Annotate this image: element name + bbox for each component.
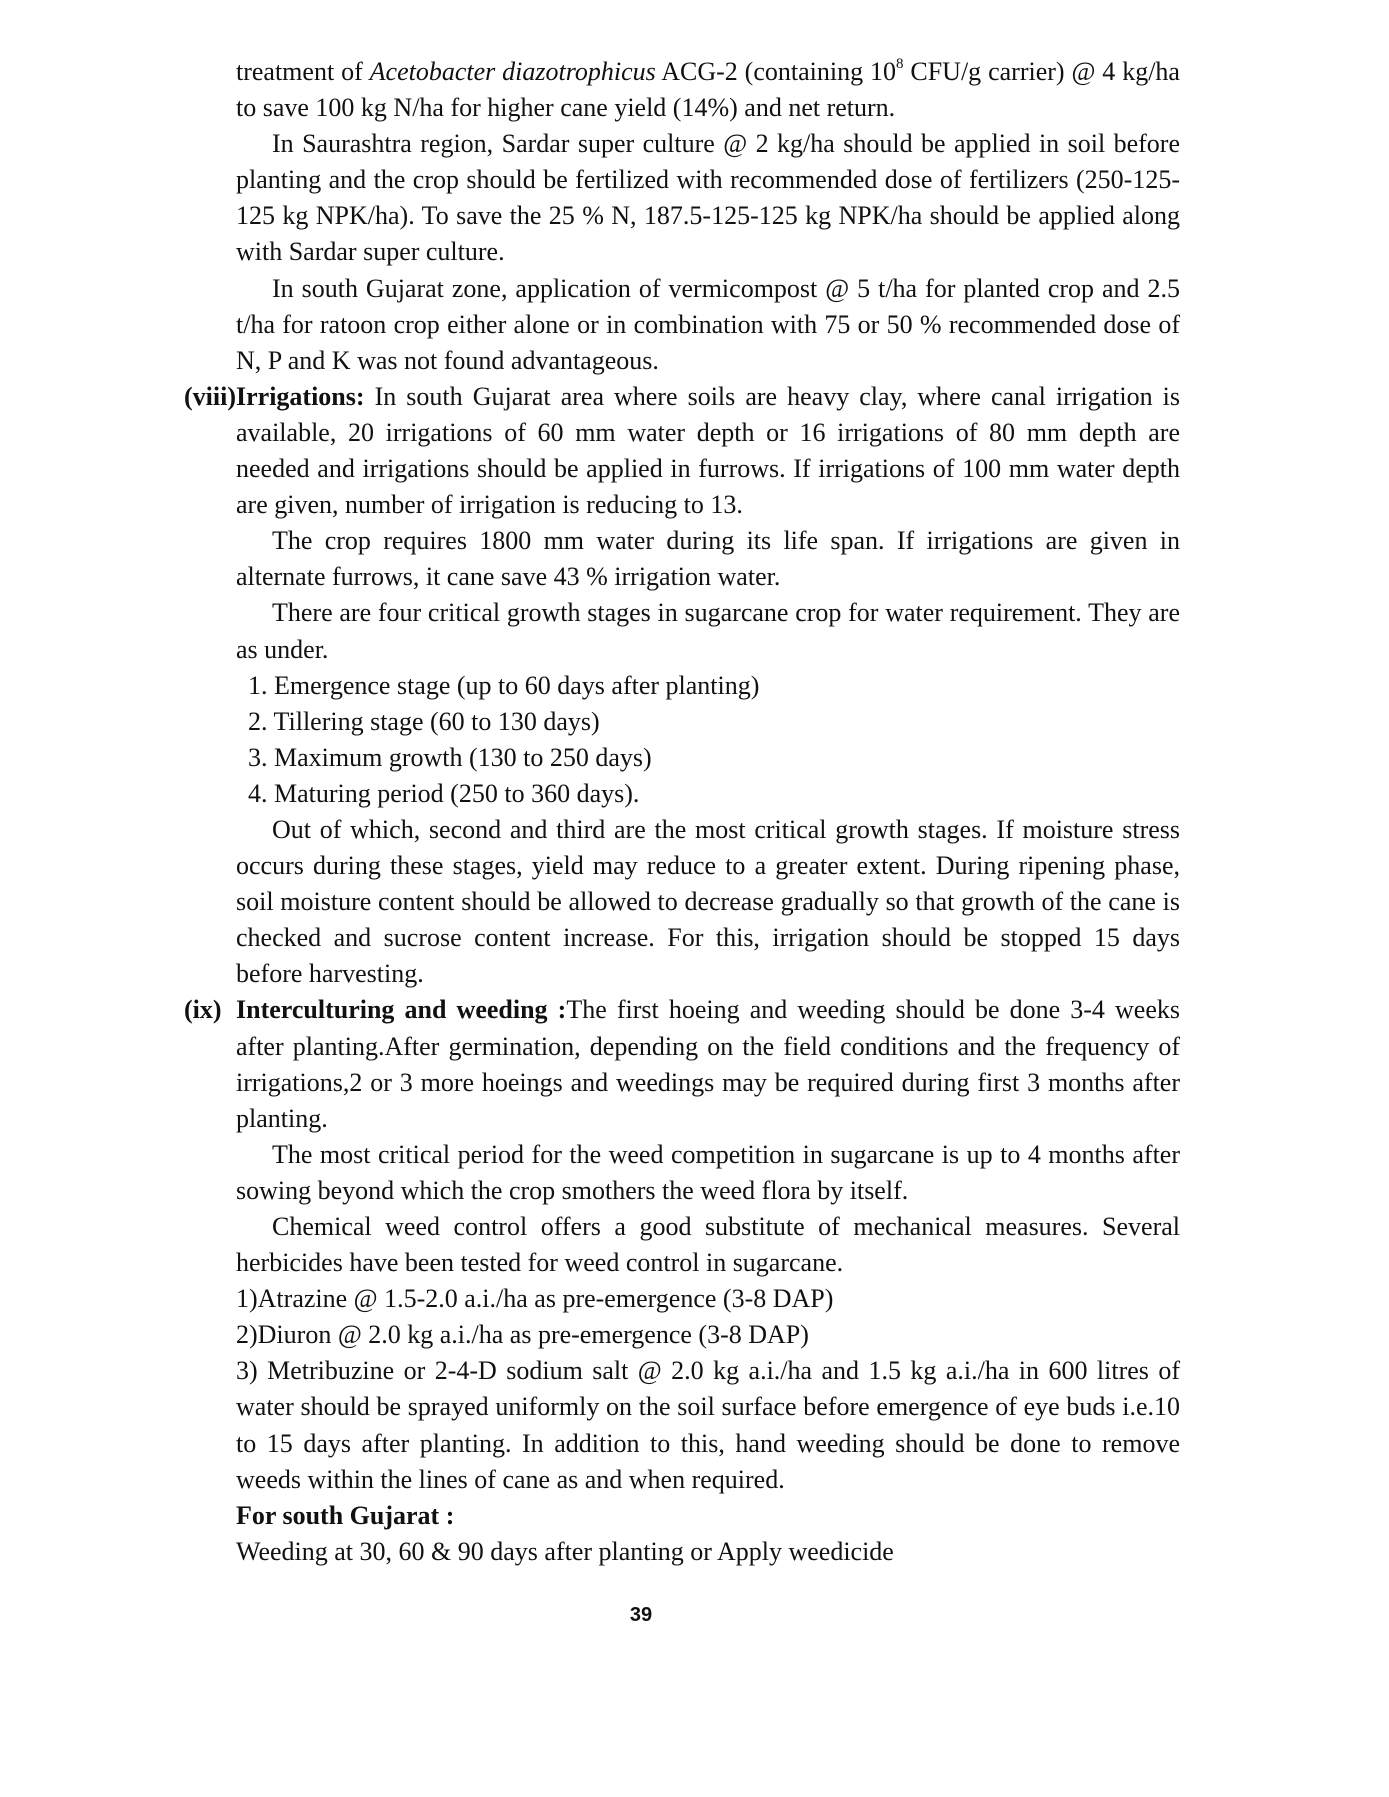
page-body [184,54,1180,1570]
paragraph-critical-stages: Out of which, second and third are the most critical growth stages. If moisture stress occurs during these stages, yield may reduce to a greater extent. During ripening phase, soil moisture content should be allowed to decrease gradually so that growth of the cane is checked and sucrose content increase. For this, irrigation should be stopped 15 days before harvesting. [236,814,1180,989]
paragraph-irrigations: Irrigations: In south Gujarat area where soils are heavy clay, where canal irrigation is available, 20 irrigations of 60 mm water depth or 16 irrigations of 80 mm depth are needed and irrigations should be applied in furrows. If irrigations of 100 mm water depth are given, number of irrigation is reducing to 13. [236,381,1180,520]
list-item: 3) Metribuzine or 2-4-D sodium salt @ 2.0 kg a.i./ha and 1.5 kg a.i./ha in 600 litres of water should be sprayed uniformly on the soil surface before emergence of eye buds i.e.10 to 15 days after planting. In addition to this, hand weeding should be done to remove weeds within the lines of cane as and when required. [236,1356,1180,1494]
paragraph-growth-stages-intro: There are four critical growth stages in sugarcane crop for water requirement. They are as under. [236,598,1180,664]
species-name: Acetobacter diazotrophicus [369,57,656,86]
paragraph-saurashtra: In Saurashtra region, Sardar super culture @ 2 kg/ha should be applied in soil before planting and the crop should be fertilized with recommended dose of fertilizers (250-125-125 kg NPK/ha). To save the 25 % N, 187.5-125-125 kg NPK/ha should be applied along with Sardar super culture. [236,129,1180,267]
list-item: 2. Tillering stage (60 to 130 days) [248,706,600,736]
section-irrigations [184,379,1180,523]
list-item: 1. Emergence stage (up to 60 days after planting) [248,670,760,700]
subheading-south-gujarat: For south Gujarat : [236,1500,455,1530]
list-item: 4. Maturing period (250 to 360 days). [248,778,640,808]
paragraph-interculturing: Interculturing and weeding :The first hoeing and weeding should be done 3-4 weeks after planting.After germination, depending on the field conditions and the frequency of irrigations,2 or 3 more hoeings and weedings may be required during first 3 months after planting. [236,995,1180,1133]
paragraph-chemical-control: Chemical weed control offers a good substitute of mechanical measures. Several herbicides have been tested for weed control in sugarcane. [236,1212,1180,1278]
paragraph-vermicompost: In south Gujarat zone, application of vermicompost @ 5 t/ha for planted crop and 2.5 t/ha for ratoon crop either alone or in combination with 75 or 50 % recommended dose of N, P and K was not found advantageous. [236,273,1180,375]
paragraph-weed-critical-period: The most critical period for the weed competition in sugarcane is up to 4 months after sowing beyond which the crop smothers the weed flora by itself. [236,1139,1180,1205]
page-number: 39 [629,1604,653,1626]
paragraph-south-gujarat: Weeding at 30, 60 & 90 days after planting or Apply weedicide [236,1536,894,1566]
section-interculturing [184,992,1180,1136]
section-number-ix: (ix) [184,995,222,1025]
section-heading-irrigations: Irrigations: [236,381,365,411]
growth-stages-list [236,668,1180,812]
list-item: 3. Maximum growth (130 to 250 days) [248,742,652,772]
section-number-viii: (viii) [184,381,236,411]
exponent: 8 [895,56,904,73]
paragraph-acetobacter: treatment of Acetobacter diazotrophicus ACG-2 (containing $10^8$ CFU/g carrier) @ 4 kg/ha to save 100 kg N/ha for higher cane yield (14%) and net return. [236,56,1180,123]
list-item: 2)Diuron @ 2.0 kg a.i./ha as pre-emergence (3-8 DAP) [236,1320,809,1350]
list-item: 1)Atrazine @ 1.5-2.0 a.i./ha as pre-emergence (3-8 DAP) [236,1284,834,1314]
section-heading-interculturing: Interculturing and weeding : [236,995,567,1025]
paragraph-water-requirement: The crop requires 1800 mm water during its life span. If irrigations are given in alternate furrows, it cane save 43 % irrigation water. [236,526,1180,592]
herbicide-list [236,1281,1180,1498]
